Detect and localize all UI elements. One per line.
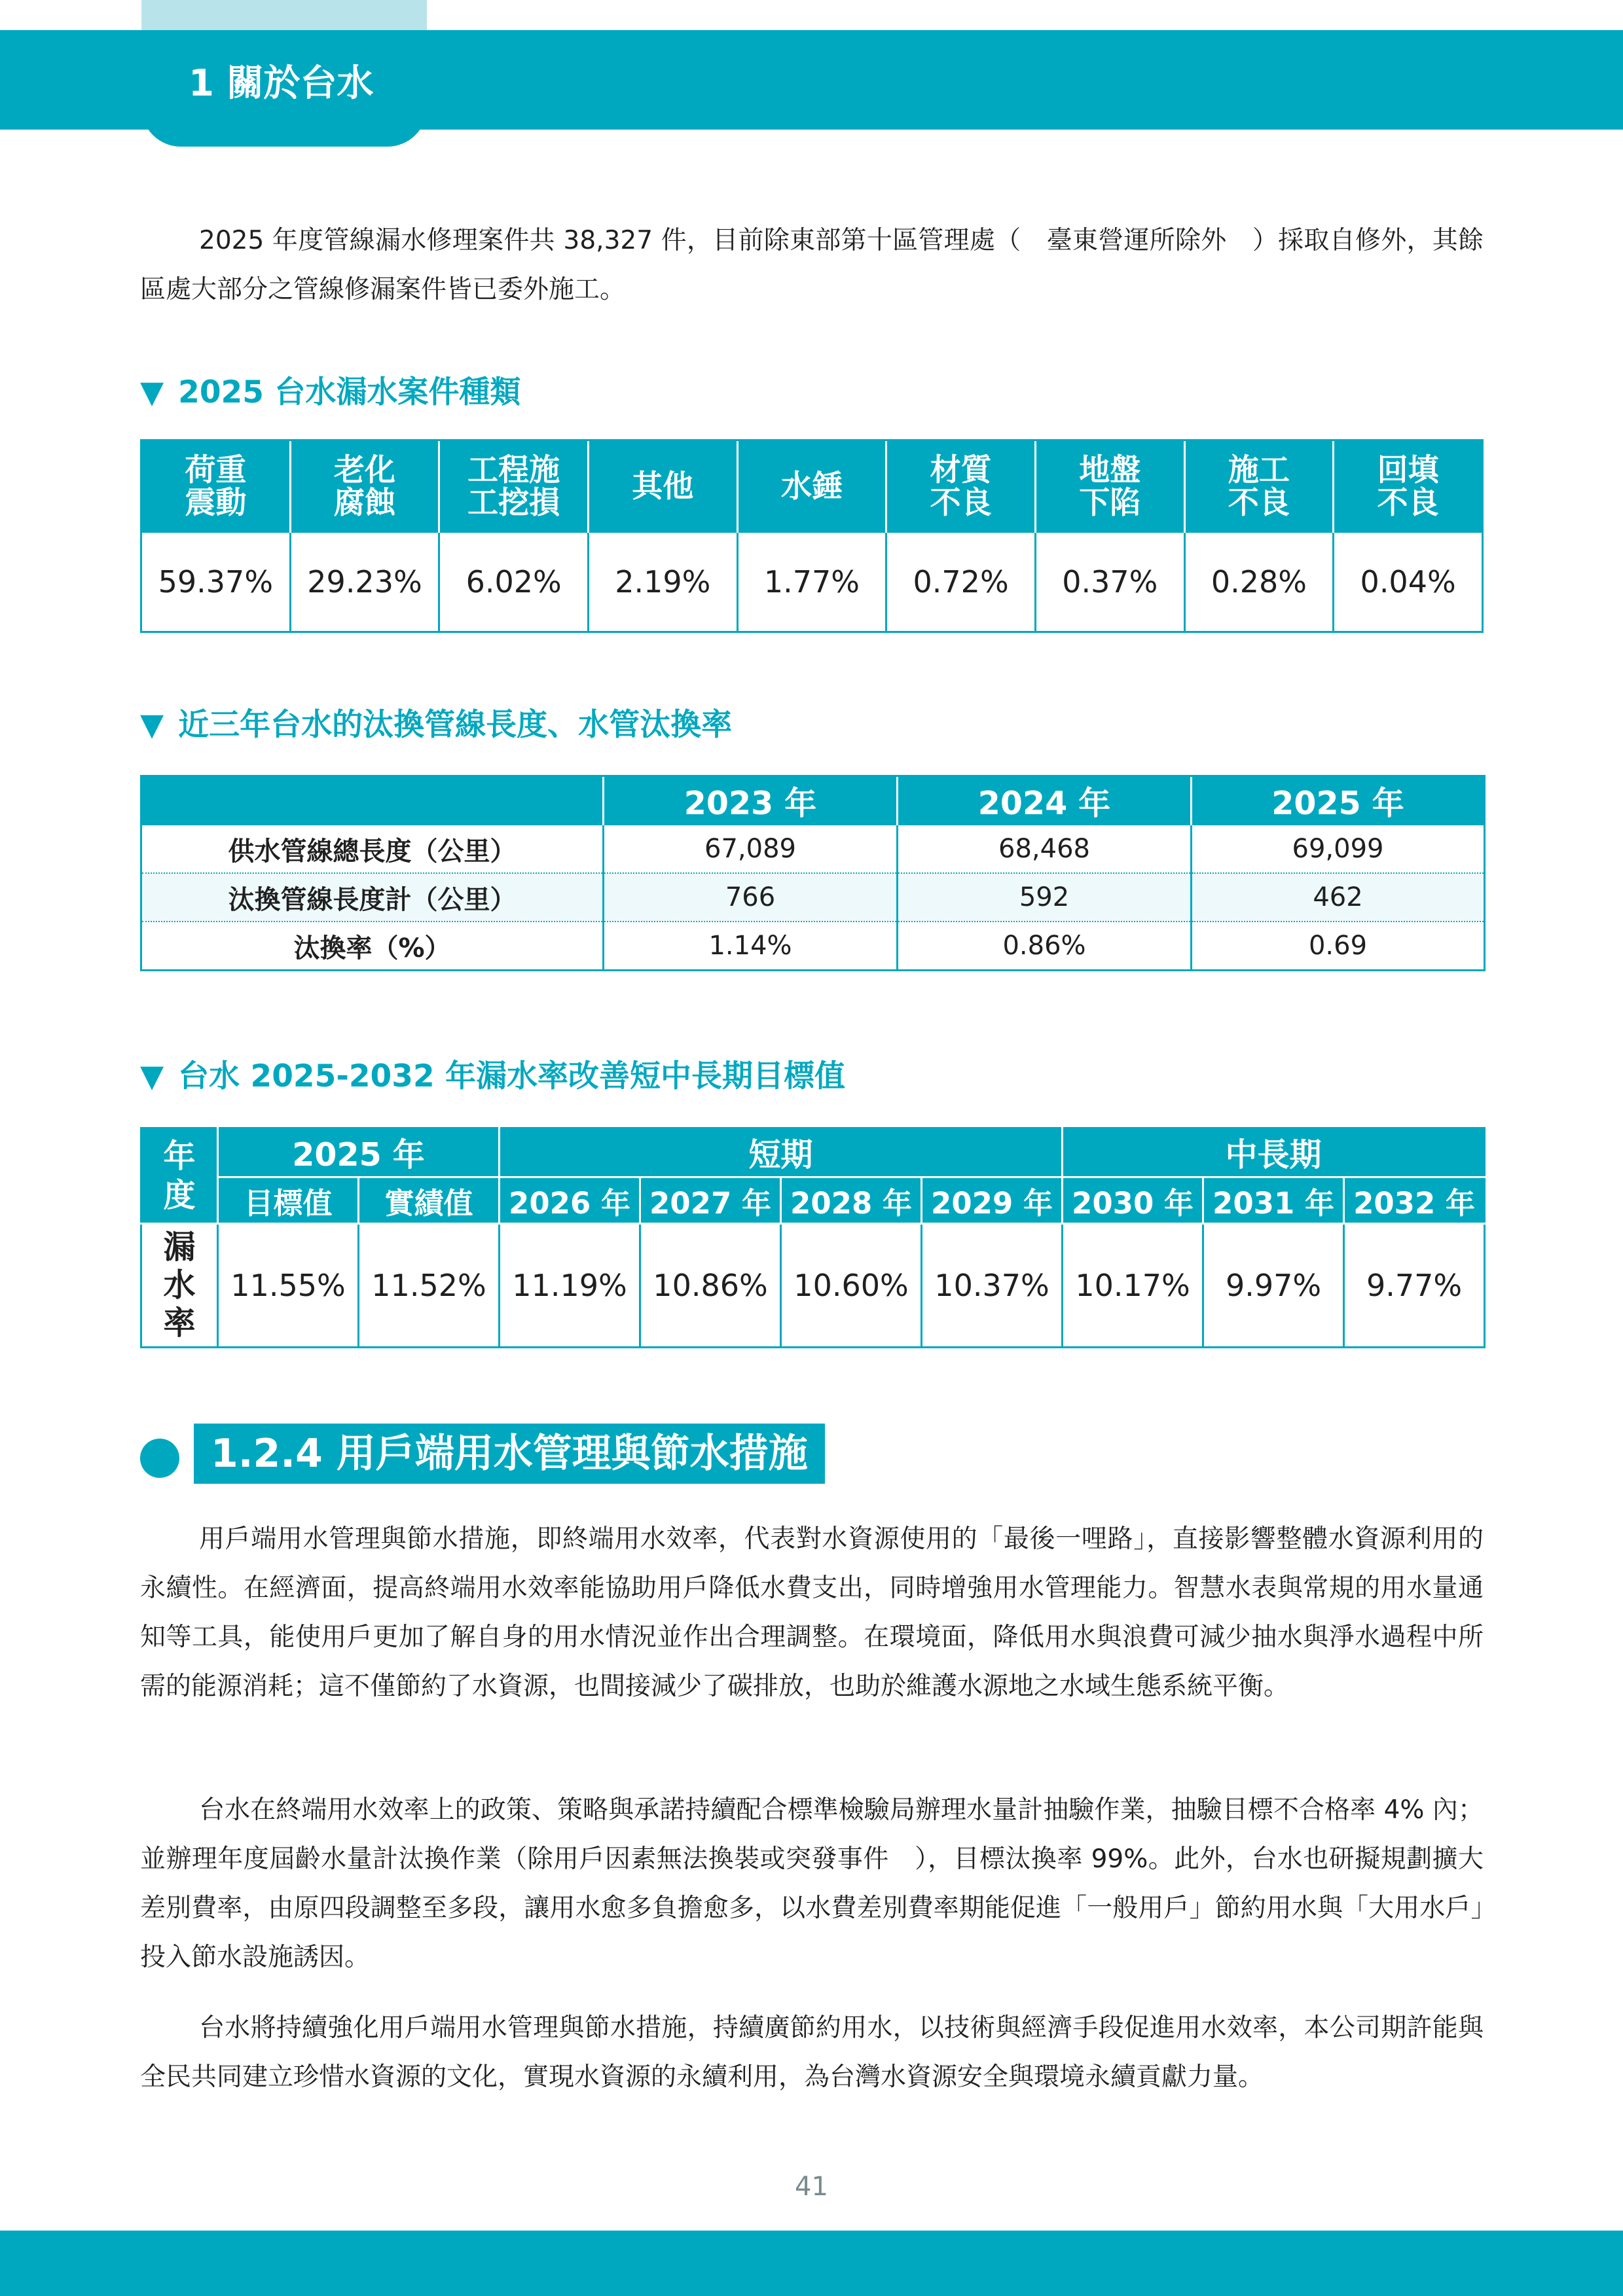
target-value: 11.55% [218, 1224, 359, 1348]
sub-header: 2032 年 [1344, 1177, 1485, 1224]
leak-type-value: 59.37% [141, 533, 291, 632]
target-value: 10.60% [781, 1224, 922, 1348]
leak-type-header: 水錘 [737, 440, 886, 533]
table-row [141, 825, 1485, 873]
leak-type-value: 0.04% [1334, 533, 1483, 632]
replacement-header-row [141, 776, 1485, 826]
body-paragraph: 台水在終端用水效率上的政策、策略與承諾持續配合標準檢驗局辦理水量計抽驗作業，抽驗目標不合格率 4% 內；並辦理年度屆齡水量計汰換作業（除用戶因素無法換裝或突發事件 ），目標汰換率 99%。此外，台水也研擬規劃擴大差別費率，由原四段調整至多段，讓用水愈多負擔愈多，以水費差別費率期能促進「一般用戶」節約用水與「大用水戶」投入節水設施誘因。 [140, 1795, 1484, 1972]
targets-sub-row [141, 1177, 1485, 1224]
leak-type-header: 工程施 工挖損 [439, 440, 589, 533]
row-label: 漏 水 率 [141, 1224, 218, 1348]
year-header: 2025 年 [1192, 776, 1485, 826]
targets-corner: 年 度 [141, 1128, 218, 1224]
leak-types-heading-text: 2025 台水漏水案件種類 [178, 374, 521, 410]
leak-type-header: 其他 [588, 440, 737, 533]
target-value: 11.52% [359, 1224, 500, 1348]
row-label: 汰換管線長度計（公里） [141, 873, 604, 922]
chapter-title: 1 關於台水 [189, 62, 374, 105]
targets-table [140, 1127, 1486, 1348]
leak-type-value: 0.72% [886, 533, 1036, 632]
table-cell: 1.14% [604, 922, 898, 971]
leak-type-header: 回填 不良 [1334, 440, 1483, 533]
section-title: 1.2.4 用戶端用水管理與節水措施 [194, 1424, 825, 1484]
triangle-down-icon: ▼ [140, 707, 164, 743]
table-row [141, 873, 1485, 922]
leak-type-value: 0.37% [1035, 533, 1184, 632]
row-label: 汰換率（%） [141, 922, 604, 971]
sub-header: 2030 年 [1063, 1177, 1203, 1224]
sub-header: 2031 年 [1203, 1177, 1344, 1224]
leak-types-heading [140, 372, 520, 414]
leak-type-header: 施工 不良 [1184, 440, 1334, 533]
leak-type-value: 2.19% [588, 533, 737, 632]
target-value: 9.97% [1203, 1224, 1344, 1348]
group-header-mid-long-term: 中長期 [1063, 1128, 1485, 1177]
target-value: 11.19% [500, 1224, 640, 1348]
table-cell: 592 [898, 873, 1192, 922]
group-header-2025: 2025 年 [218, 1128, 500, 1177]
sub-header: 2026 年 [500, 1177, 640, 1224]
sub-header: 目標值 [218, 1177, 359, 1224]
table-cell: 68,468 [898, 825, 1192, 873]
leak-type-value: 29.23% [290, 533, 439, 632]
body-paragraph: 用戶端用水管理與節水措施，即終端用水效率，代表對水資源使用的「最後一哩路」，直接影響整體水資源利用的永續性。在經濟面，提高終端用水效率能協助用戶降低水費支出，同時增強用水管理能力。智慧水表與常規的用水量通知等工具，能使用戶更加了解自身的用水情況並作出合理調整。在環境面，降低用水與浪費可減少抽水與淨水過程中所需的能源消耗；這不僅節約了水資源，也間接減少了碳排放，也助於維護水源地之水域生態系統平衡。 [140, 1524, 1484, 1701]
group-header-short-term: 短期 [500, 1128, 1063, 1177]
intro-paragraph: 2025 年度管線漏水修理案件共 38,327 件，目前除東部第十區管理處（ 臺東營運所除外 ）採取自修外，其餘區處大部分之管線修漏案件皆已委外施工。 [140, 226, 1484, 304]
body-paragraph: 台水將持續強化用戶端用水管理與節水措施，持續廣節約用水，以技術與經濟手段促進用水效率，本公司期許能與全民共同建立珍惜水資源的文化，實現水資源的永續利用，為台灣水資源安全與環境永續貢獻力量。 [140, 2013, 1484, 2092]
leak-types-value-row [141, 533, 1483, 632]
replacement-heading [140, 704, 732, 746]
leak-types-header-row [141, 440, 1483, 533]
targets-group-row [141, 1128, 1485, 1177]
table-cell: 69,099 [1192, 825, 1485, 873]
targets-heading [140, 1056, 845, 1098]
page-number: 41 [795, 2172, 828, 2202]
targets-value-row [141, 1224, 1485, 1348]
leak-type-value: 6.02% [439, 533, 589, 632]
triangle-down-icon: ▼ [140, 374, 164, 410]
sub-header: 實績值 [359, 1177, 500, 1224]
sub-header: 2028 年 [781, 1177, 922, 1224]
year-header: 2024 年 [898, 776, 1192, 826]
replacement-heading-text: 近三年台水的汰換管線長度、水管汰換率 [178, 707, 733, 743]
triangle-down-icon: ▼ [140, 1058, 164, 1094]
leak-types-table [140, 439, 1484, 633]
replacement-corner [141, 776, 604, 826]
year-header: 2023 年 [604, 776, 898, 826]
section-heading [140, 1424, 926, 1484]
sub-header: 2029 年 [922, 1177, 1063, 1224]
target-value: 10.17% [1063, 1224, 1203, 1348]
leak-type-header: 材質 不良 [886, 440, 1036, 533]
table-row [141, 922, 1485, 971]
target-value: 9.77% [1344, 1224, 1485, 1348]
table-cell: 0.86% [898, 922, 1192, 971]
leak-type-header: 老化 腐蝕 [290, 440, 439, 533]
targets-heading-text: 台水 2025-2032 年漏水率改善短中長期目標值 [178, 1058, 846, 1094]
table-cell: 0.69 [1192, 922, 1485, 971]
leak-type-value: 0.28% [1184, 533, 1334, 632]
row-label: 供水管線總長度（公里） [141, 825, 604, 873]
table-cell: 462 [1192, 873, 1485, 922]
bullet-dot-icon [140, 1439, 179, 1478]
target-value: 10.86% [640, 1224, 781, 1348]
header-accent-strip [141, 0, 427, 30]
table-cell: 67,089 [604, 825, 898, 873]
leak-type-header: 荷重 震動 [141, 440, 291, 533]
target-value: 10.37% [922, 1224, 1063, 1348]
leak-type-header: 地盤 下陷 [1035, 440, 1184, 533]
leak-type-value: 1.77% [737, 533, 886, 632]
replacement-table [140, 775, 1486, 971]
table-cell: 766 [604, 873, 898, 922]
sub-header: 2027 年 [640, 1177, 781, 1224]
footer-band [0, 2231, 1623, 2296]
